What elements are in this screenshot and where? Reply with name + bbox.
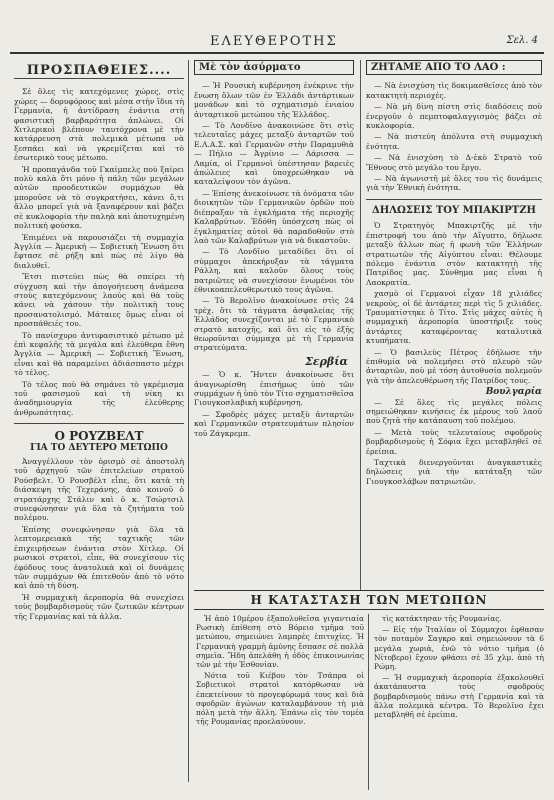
paragraph: Ἡ προπαγάνδα τοῦ Γκαίμπελς ποὺ ξαίρει πολὺ καλὰ ὅτι μόνο ἡ πάλη τῶν μεγάλων αὐτῶν προοδευτικῶν συμμάχων θὰ μποροῦσε νὰ τὸ συγκρατήσει, κάνει ὅ,τι ἄλλο μπορεῖ γιὰ νὰ ξαναφέρουν καὶ βάζει σὲ κυκλοφορία τὴν παληὰ καὶ ἀποτυχημένη πολιτικὴ φούσκα. (14, 164, 184, 231)
paragraph: Ἡ συμμαχικὴ ἀεροπορία θὰ συνεχίσει τοὺς βομβαρδισμοὺς τῶν ζωτικῶν κέντρων τῆς Γερμανίας καὶ τὰ ἀλλα. (14, 592, 184, 621)
article-body-efforts (14, 87, 184, 417)
divider (14, 423, 184, 424)
paragraph: Ἔτσι πιστεύει πὼς θὰ σπείρει τὴ σύγχυση καὶ τὴν ἀπογοήτευση ἀνάμεσα στοὺς κατεχόμενους λαοὺς καὶ θὰ τοὺς κάνει νὰ χάσουν τὴν πολιτικὴ τους προσανατολισμό. Μάταιες ὅμως εἶναι οἱ προσπάθειές του. (14, 272, 184, 329)
page-number: Σελ. 4 (506, 35, 538, 46)
divider (366, 199, 542, 200)
article-heading-serbia: Σερβία (305, 354, 348, 368)
paragraph: — Νὰ πιστεύη ἀπόλυτα στὴ συμμαχικὴ ἑνότητα. (366, 132, 542, 151)
paragraph: — Νὰ μὴ δίνη πίστη στὶς διαδόσεις ποὺ ἐνεργοῦν ὁ πεμπτοφαλαγγισμὸς βάζει σὲ κυκλοφορία. (366, 102, 542, 131)
column-demands (366, 60, 542, 590)
masthead (10, 34, 544, 54)
paragraph: — Σφοδρὲς μάχες μεταξὺ ἀνταρτῶν καὶ Γερμανικῶν στρατευμάτων πλησίον τοῦ Ζάγκρεμπ. (194, 409, 354, 438)
paragraph: — Μετὰ τοὺς τελευταίους σφοδροὺς βομβαρδισμοὺς ἡ Σόφια ἔχει μεταβληθεῖ σὲ ἐρείπια. (366, 427, 542, 456)
paragraph: — Νὰ ἐνισχύση τὶς δοκιμασθεῖσες ἀπὸ τὸν κατακτητὴ περιοχές. (366, 81, 542, 100)
paragraph: — Εἰς τὴν Ἰταλίαν οἱ Σύμμαχοι ἐφθασαν τὸν ποταμὸν Σαγκρο καὶ σημειώνουν τὰ 6 μεγάλα χωριὰ, ἐνῶ τὸ νότιο τμῆμα (ὁ Νίτοβερο) ἔχουν φθάσει σὲ 35 χλμ. ἀπὸ τὴ Ρώμη. (374, 625, 544, 672)
article-body-bulgaria (366, 398, 542, 487)
article-body-fronts-right (374, 614, 544, 790)
paragraph: Σὲ ὅλες τὶς κατεχόμενες χώρες, στὶς χώρες — δορυφόρους καὶ μέσα στὴν ἴδια τὴ Γερμανία, ἡ ἀντίδραση ἐνάντια στὴ φασιστικὴ βαρβαρότητα ἁπλώνει. Οἱ Χιτλερικοὶ βλέπουν ταυτόχρονα μὲ τὴν κατάρρευση στὰ πολεμικὰ μέτωπα νὰ ξεσπάει καὶ νὰ γκρεμίζεται καὶ τὸ ἐσωτερικὸ τους μέτωπο. (14, 87, 184, 163)
article-heading-roosevelt: Ο ΡΟΥΖΒΕΛΤ (54, 429, 144, 444)
column-rule-1 (188, 60, 189, 782)
paragraph: Ἐπίσης συνεφώνησαν γιὰ ὅλα τὰ λεπτομερειακὰ τῆς ταχτικῆς τῶν ἐπιχειρήσεων ἐνάντια στὸν Χίτλερ. Οἱ ρωσικοὶ στρατοὶ, εἶπε, θὰ συνεχίσουν τὶς ἐφόδους τους ἀνατολικὰ καὶ οἱ δυνάμεις τῶν συμμάχων θὰ ἐπιτεθοῦν ἀπὸ τὸ νότο καὶ ἀπὸ τὴ δύση. (14, 524, 184, 591)
column-efforts (14, 60, 184, 782)
paragraph: Ταχτικὰ διενεργοῦνται ἀναγκαστικὲς δηλώσεις γιὰ τὴν κατάταξη τῶν Γιουγκοσλάβων πατριωτῶν. (366, 458, 542, 486)
paragraph: τὶς κατάκτησαν τῆς Ρουμανίας. (382, 614, 502, 623)
paragraph: — Ὁ κ. Ἤντεν ἀνακοίνωσε ὅτι ἀναγνωρίσθη ἐπισήμως ὑπὸ τῶν συμμάχων ἡ ὑπὸ τὸν Τίτο σχηματισθεῖσα Γιουγκοσλαβικὴ κυβέρνηση. (194, 370, 354, 408)
paragraph: Ἐπιμένει νὰ παρουσιάζει τὴ συμμαχία Ἀγγλία — Ἀμερική — Σοβιετικὴ Ἕνωση ὅτι ἔφτασε σὲ ρήξη καὶ πὼς σὲ λίγο θὰ διαλυθεῖ. (14, 232, 184, 270)
article-body-wireless (194, 81, 354, 352)
article-heading-wireless: Μὲ τὸν ἀσύρματο (194, 60, 354, 75)
paragraph: — Ἡ Ρουσικὴ κυβέρνηση ἐνέκρινε τὴν ἕνωση ὅλων τῶν ἐν Ἑλλάδι ἀντάρτικων μονάδων καὶ τὸ σχηματισμὸ ἑνιαίου ἀνταρτικοῦ μετώπου τῆς Ἑλλάδος. (194, 81, 354, 119)
paragraph: — Ἡ συμμαχικὴ ἀεροπορία ἐξακολουθεῖ ἀκατάπαυστα τοὺς σφοδροὺς βομβαρδισμοὺς πάνω στὴ Γερμανία καὶ τὰ ἄλλα πολεμικὰ κέντρα. Τὸ Βερολῖνο ἔχει μεταβληθῆ σὲ ἐρείπια. (374, 673, 544, 720)
column-rule-2 (360, 60, 361, 590)
paragraph: — Ὁ βασιλεὺς Πέτρος ἐδήλωσε τὴν ἐπιθυμία νὰ πολεμήσει στὸ πλευρὸ τῶν ἀνταρτῶν, ποὺ μὲ τόση ἀυτοθυσία πολεμοῦν γιὰ τὴν ἀπελευθέρωση τῆς Πατρίδος τους. (366, 347, 542, 385)
article-body-serbia (194, 370, 354, 438)
article-heading-efforts: ΠΡΟΣΠΑΘΕΙΕΣ.... (14, 66, 184, 79)
column-wireless (194, 60, 354, 580)
article-subheading-second-front: ΓΙΑ ΤΟ ΔΕΥΤΕΡΟ ΜΕΤΩΠΟ (30, 442, 168, 453)
section-label-bulgaria: Βουλγαρία (485, 387, 542, 398)
newspaper-title: ΕΛΕΥΘΕΡΟΤΗΣ (210, 34, 338, 49)
article-body-demands (366, 81, 542, 192)
article-heading-fronts: Η ΚΑΤΑΣΤΑΣΗ ΤΩΝ ΜΕΤΩΠΩΝ (250, 593, 488, 607)
paragraph: Νότια τοῦ Κιέβου τὸν Τσάπρα οἱ Σοβιετικοὶ στρατοὶ κατόρθωσαν νὰ ἐπεκτείνουν τὸ προγεφύρωμά τους καὶ διὰ σφοδρῶν ἀγώνων καταλαμβάνουν τὴ μιὰ πόλη μετὰ τὴν ἄλλη. Ἐπάνω εἰς τὸν τομέα τῆς Ρουμανίας προελαύνουν. (196, 671, 364, 727)
article-body-bakirtzis (366, 221, 542, 385)
article-heading-demands: ΖΗΤΑΜΕ ΑΠΟ ΤΟ ΛΑΟ : (366, 60, 542, 75)
article-heading-bakirtzis: ΔΗΛΩΣΕΙΣ ΤΟΥ ΜΠΑΚΙΡΤΖΗ (372, 204, 536, 216)
article-body-roosevelt (14, 457, 184, 621)
paragraph: — Τὸ Λονδῖνο μεταδίδει ὅτι οἱ σύμμαχοι ἀπεκήρυξαν τὰ τάγματα Ράλλη, καὶ καλοῦν ὅλους τοὺς πατριῶτες νὰ συνεχίσουν ἑνωμένοι τὸν ἐθνικοαπελευθερωτικὸ τους ἀγῶνα. (194, 247, 354, 294)
column-rule-3 (368, 614, 369, 790)
paragraph: Ὁ Στρατηγὸς Μπακιρτζῆς μὲ τὴν ἐπιστροφή του ἀπὸ τὴν Αἴγυπτο, δήλωσε μεταξὺ ἄλλων πὼς ἡ φωνὴ τῶν Ἑλλήνων στρατιωτῶν τῆς Αἰγύπτου εἶναι: Θέλουμε πόλεμο ἐνάντια στὸν κατακτητὴ τῆς Πατρίδος μας. Σύνθημα μας εἶναι ἡ Λαοκρατία. (366, 221, 542, 287)
fronts-heading-bar (194, 590, 544, 610)
paragraph: — Νὰ ἐνισχύση τὸ Δ-ἑκὸ Στρατὸ τοῦ Ἔθνους στὸ μεγάλο του ἔργο. (366, 153, 542, 172)
paragraph: — Σὲ ὅλες τὶς μεγάλες πόλεις σημειώθηκαν κινήσεις ἐκ μέρους τοῦ λαοῦ ποὺ ζητᾶ τὴν κατάπαυση τοῦ πολέμου. (366, 397, 542, 426)
paragraph: Τὸ τέλος ποὺ θὰ σημάνει τὸ γκρέμισμα τοῦ φασισμοῦ καὶ τὴ νίκη κι ἀναδημιουργία τῆς ἐλεύθερης ἀνθρωπότητας. (14, 379, 184, 417)
paragraph: — Νὰ ἀγωνιστῆ μὲ ὅλες του τὶς δυνάμεις γιὰ τὴν Ἐθνικὴ ἑνότητα. (366, 174, 542, 193)
paragraph: — Ἐπίσης ἀνεκοίνωσε τὰ ὀνόματα τῶν διοικητῶν τῶν Γερμανικῶν ὁρδῶν ποὺ διέπραξαν τὰ ἐγκλήματα τῆς περιοχῆς Καλαβρύτων. Ἐδόθη ὑπόσχεση πὼς οἱ ἐγκληματίες αὐτοὶ θὰ παραδοθοῦν στὸ λαὸ τῶν Καλαβρύτων γιὰ νὰ δικαστοῦν. (194, 188, 354, 245)
article-body-fronts-left (196, 614, 364, 790)
paragraph: Τὸ πανίσχυρο ἀντιφασιστικὸ μέτωπο μὲ ἐπὶ κεφαλῆς τὰ μεγάλα καὶ ἐλεύθερα ἔθνη Ἀγγλία — Ἀμερικὴ — Σοβιετικὴ Ἕνωση, εἶναι καὶ θὰ παραμείνει ἀδιάσπαστο μέχρι τὸ τέλος. (14, 330, 184, 378)
paragraph: χασμὸ οἱ Γερμανοὶ εἶχαν 18 χιλιάδες νεκρούς, οἱ δὲ ἀντάρτες περὶ τὶς 5 χιλιάδες. Τραυματίστηκε ὁ Τίτο. Στὶς μάχες αὐτὲς ἡ συμμαχικὴ ἀεροπορία ὑποστήριξε τοὺς ἀντάρτες καταφέροντας καταλυτικὰ κτυπήματα. (366, 289, 542, 346)
paragraph: — Τὸ Λονδῖνο ἀνακοινώσε ὅτι στὶς τελευταῖες μάχες μεταξὺ ἀνταρτῶν τοῦ Ε.Λ.Α.Σ. καὶ Γερμανῶν στὴν Παραμυθιὰ — Πήλιο — Ἀγρίνιο — Λάρισσα — Λαμία, οἱ Γερμανοὶ ὑπέστησαν βαρειὲς ἀπώλειες καὶ ὑποχρεώθηκαν νὰ καταλείψουν τὸν ἀγῶνα. (194, 121, 354, 187)
paragraph: Ἡ ἀπὸ 10μέρου ἐξαπολυθεῖσα γιγαντιαία Ρωσικὴ ἐπίθεση στὸ Βόρειο τμῆμα τοῦ μετώπου, σημειώνει λαμπρὲς ἐπιτυχίες. Ἡ Γερμανικὴ γραμμὴ ἀμύνης ἔσπασε σὲ πολλὰ σημεῖα. Ἤδη ἀπελάθη ἡ ὁδὸς ἐπικοινωνίας τῶν μὲ τὴν Ἐσθονίαν. (196, 614, 364, 670)
paragraph: Ἀναγγέλλουν τὸν ὁρισμὸ σὲ ἀποστολὴ τοῦ ἀρχηγοῦ τῶν ἐπιτελείων στρατοῦ Ρούσβελτ. Ὁ Ρουσβέλτ εἶπε, ὅτι κατὰ τὴ διάσκεψη τῆς Τεχεράνης, ἀπὸ κοινοῦ ὁ στρατάρχης Στάλιν καὶ ὁ κ. Τσώρτσιλ συνεφώνησαν γιὰ ὅλα τὰ ζητήματα τοῦ πολέμου. (14, 457, 184, 523)
paragraph: — Τὸ Βερολῖνο ἀνακοίνωσε στὶς 24 τρέχ. ὅτι τὰ τάγματα ἀσφαλείας τῆς Ἑλλάδος συνεχίζονται μὲ τὸ Γερμανικὸ στρατὸ κατοχῆς, καὶ ὅτι εἰς τὸ ἑξῆς θεωροῦνται σύμμαχα μὲ τὴ Γερμανία στρατεύματα. (194, 296, 354, 353)
